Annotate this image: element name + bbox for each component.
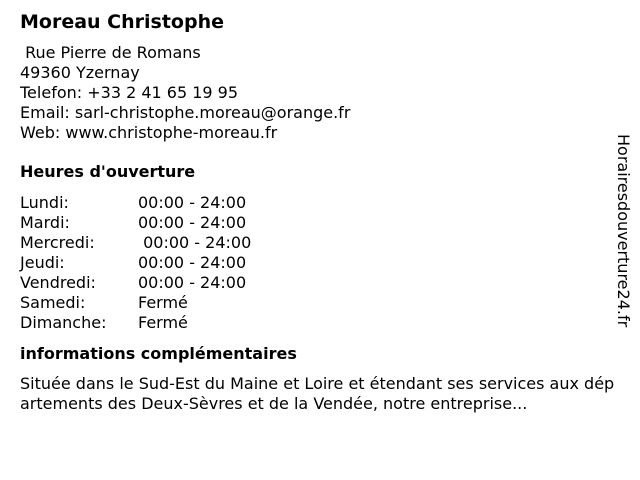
time-value: 00:00 - 24:00 bbox=[138, 273, 247, 292]
day-label: Samedi: bbox=[20, 293, 86, 312]
info-heading: informations complémentaires bbox=[20, 344, 297, 363]
time-value: 00:00 - 24:00 bbox=[138, 193, 247, 212]
hours-row-friday bbox=[20, 273, 610, 293]
day-label: Lundi: bbox=[20, 193, 69, 212]
email-address: Email: sarl-christophe.moreau@orange.fr bbox=[20, 103, 351, 122]
day-label: Jeudi: bbox=[20, 253, 65, 272]
time-value: Fermé bbox=[138, 313, 188, 332]
hours-row-monday bbox=[20, 193, 610, 213]
day-label: Mercredi: bbox=[20, 233, 95, 252]
day-label: Dimanche: bbox=[20, 313, 107, 332]
hours-row-sunday bbox=[20, 313, 610, 333]
hours-table bbox=[20, 193, 610, 333]
hours-row-wednesday bbox=[20, 233, 610, 253]
info-description: Située dans le Sud-Est du Maine et Loire et étendant ses services aux départements des Deux-Sèvres et de la Vendée, notre entreprise... bbox=[20, 374, 615, 413]
time-value: 00:00 - 24:00 bbox=[138, 253, 247, 272]
city-address: 49360 Yzernay bbox=[20, 63, 140, 82]
time-value: Fermé bbox=[138, 293, 188, 312]
time-value: 00:00 - 24:00 bbox=[138, 233, 252, 252]
hours-heading: Heures d'ouverture bbox=[20, 162, 196, 181]
contact-block bbox=[20, 43, 610, 143]
day-label: Vendredi: bbox=[20, 273, 96, 292]
business-name: Moreau Christophe bbox=[20, 11, 224, 33]
phone-number: Telefon: +33 2 41 65 19 95 bbox=[20, 83, 239, 102]
business-card bbox=[20, 10, 615, 414]
hours-row-thursday bbox=[20, 253, 610, 273]
website: Web: www.christophe-moreau.fr bbox=[20, 123, 278, 142]
hours-row-tuesday bbox=[20, 213, 610, 233]
day-label: Mardi: bbox=[20, 213, 70, 232]
time-value: 00:00 - 24:00 bbox=[138, 213, 247, 232]
site-watermark: Horairesdouverture24.fr bbox=[614, 134, 633, 328]
hours-row-saturday bbox=[20, 293, 610, 313]
street-address: Rue Pierre de Romans bbox=[20, 43, 201, 62]
